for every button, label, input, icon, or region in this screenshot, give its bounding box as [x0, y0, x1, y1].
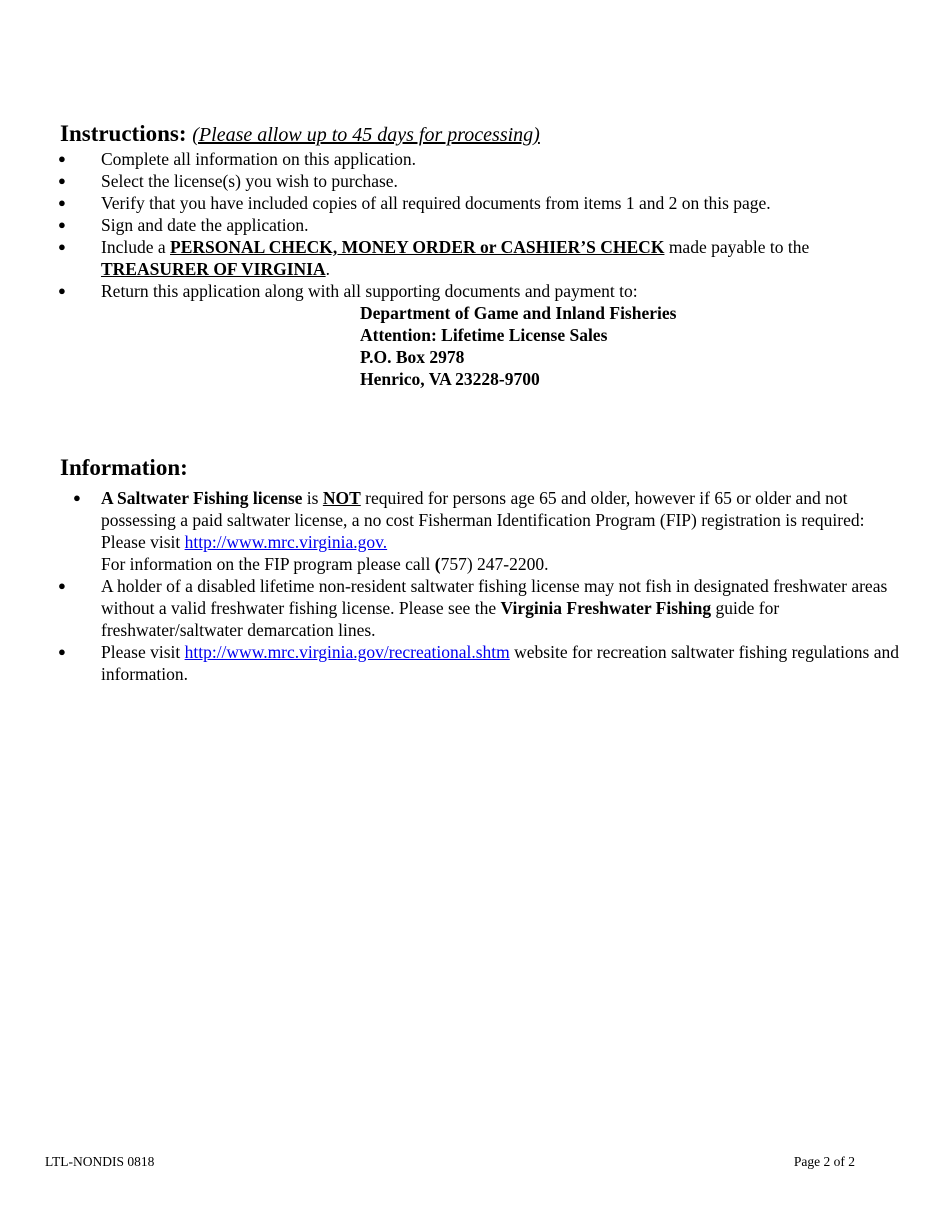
saltwater-license-lead: A Saltwater Fishing license: [101, 488, 303, 508]
list-item: [0, 148, 950, 170]
regulations-info: [0, 641, 950, 685]
processing-note: (Please allow up to 45 days for processing): [192, 124, 540, 146]
address-line: Henrico, VA 23228-9700: [360, 369, 540, 389]
fip-phone: 757) 247-2200.: [440, 554, 549, 574]
return-text: Return this application along with all supporting documents and payment to:: [101, 281, 638, 301]
page-number: Page 2 of 2: [793, 1154, 855, 1169]
payee: TREASURER OF VIRGINIA: [101, 259, 326, 279]
information-heading: Information:: [60, 455, 188, 480]
form-id: LTL-NONDIS 0818: [45, 1154, 155, 1169]
bullet-icon: ●: [58, 578, 66, 593]
payment-methods: PERSONAL CHECK, MONEY ORDER or CASHIER’S CHECK: [170, 237, 665, 257]
bullet-icon: ●: [58, 283, 66, 298]
bullet-icon: ●: [58, 151, 66, 166]
visit-prefix: Please visit: [101, 642, 185, 662]
visit-suffix: website for recreation saltwater fishing regulations and information.: [101, 642, 899, 684]
fip-prefix: For information on the FIP program please call: [101, 554, 435, 574]
saltwater-text: required for persons age 65 and older, however if 65 or older and not possessing a paid saltwater license, a no cost Fisherman Identification Program (FIP) registration is required: Please visit: [101, 488, 865, 552]
bullet-icon: ●: [73, 490, 81, 505]
fip-paren: (: [434, 554, 441, 574]
bullet-icon: ●: [58, 173, 66, 188]
mrc-link[interactable]: http://www.mrc.virginia.gov.: [184, 532, 388, 552]
disabled-text: A holder of a disabled lifetime non-resident saltwater fishing license may not fish in designated freshwater areas without a valid freshwater fishing license. Please see the: [101, 576, 888, 618]
payment-middle: made payable to the: [664, 237, 810, 257]
address-line: P.O. Box 2978: [360, 347, 465, 367]
instruction-text: Select the license(s) you wish to purchase.: [101, 171, 398, 191]
is-text: is: [302, 488, 323, 508]
instruction-text: Verify that you have included copies of all required documents from items 1 and 2 on this page.: [101, 193, 771, 213]
recreational-link[interactable]: http://www.mrc.virginia.gov/recreational.shtm: [184, 642, 510, 662]
payment-instruction: [0, 236, 950, 280]
not-emphasis: NOT: [322, 488, 361, 508]
address-line: Department of Game and Inland Fisheries: [360, 303, 677, 323]
bullet-icon: ●: [58, 195, 66, 210]
saltwater-license-info: [0, 487, 950, 575]
instruction-text: Sign and date the application.: [101, 215, 309, 235]
payment-suffix: .: [325, 259, 330, 279]
payment-prefix: Include a: [101, 237, 170, 257]
return-instruction: [0, 280, 950, 302]
mailing-address: [0, 302, 950, 390]
disabled-text-end: guide for freshwater/saltwater demarcation lines.: [101, 598, 780, 640]
disabled-license-info: [0, 575, 950, 641]
instructions-title: Instructions:: [60, 121, 187, 146]
list-item: [0, 170, 950, 192]
bullet-icon: ●: [58, 239, 66, 254]
list-item: [0, 192, 950, 214]
information-list: [0, 487, 950, 685]
bullet-icon: ●: [58, 644, 66, 659]
instructions-heading: [60, 120, 540, 149]
address-line: Attention: Lifetime License Sales: [360, 325, 608, 345]
list-item: [0, 214, 950, 236]
bullet-icon: ●: [58, 217, 66, 232]
instructions-list: [0, 148, 950, 390]
instruction-text: Complete all information on this application.: [101, 149, 416, 169]
freshwater-guide-name: Virginia Freshwater Fishing: [500, 598, 712, 618]
